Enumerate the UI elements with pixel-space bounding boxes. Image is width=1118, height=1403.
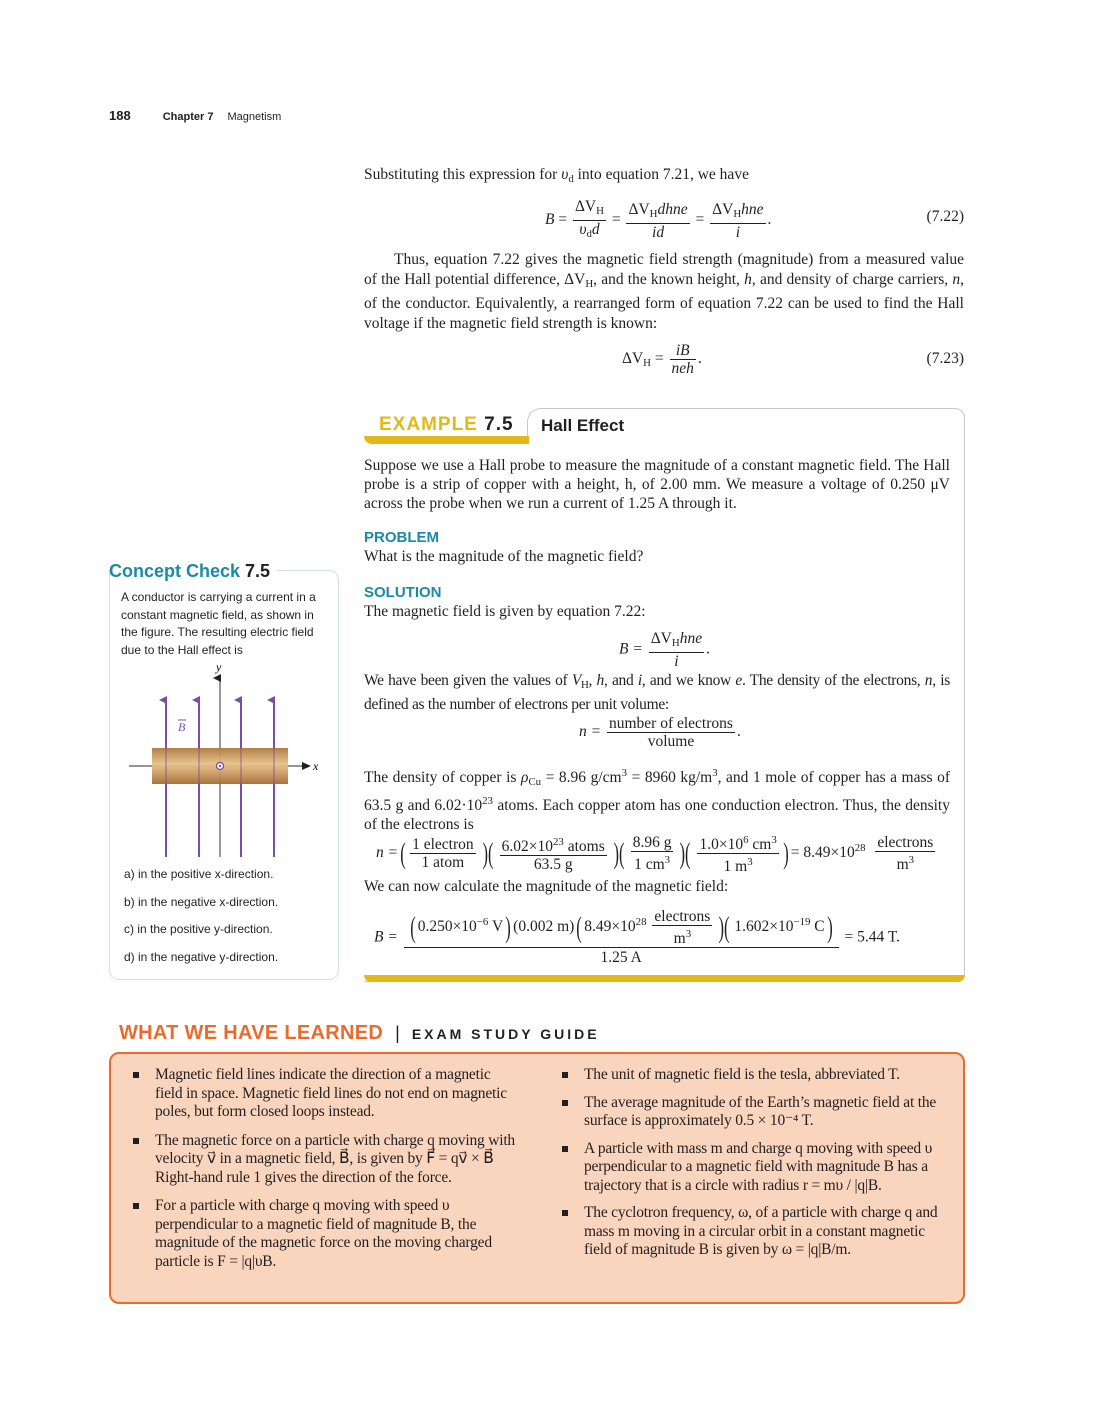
concept-check-title: Concept Check 7.5 (109, 561, 271, 581)
text-run: 3 (621, 767, 627, 779)
equation-B: B = $\frac{\Delta V_Hhne}{i}$ . (619, 630, 710, 670)
summary-item: The magnetic force on a particle with charge q moving with velocity v⃗ in a magnetic field, B⃗, is given by F⃗ = qv⃗ × B⃗ Right-hand rule 1 gives the direction of the force. (155, 1132, 530, 1188)
text-run: H (580, 679, 589, 691)
concept-check-corner (277, 570, 339, 582)
problem-text: What is the magnitude of the magnetic field? (364, 548, 644, 565)
x-axis-label: x (313, 759, 319, 773)
example-intro: Suppose we use a Hall probe to measure the magnitude of a constant magnetic field. The Hall probe is a strip of copper with a height, h, of 2.00 mm. We measure a voltage of 0.250 μV across the probe when we run a current of 1.25 A through it. (364, 457, 950, 512)
learned-title: WHAT WE HAVE LEARNED (119, 1022, 384, 1044)
summary-item: Magnetic field lines indicate the direction of a magnetic field in space. Magnetic field lines do not end on magnetic poles, but form closed loops instead. (155, 1066, 515, 1122)
text-run: , and 1 mole of copper has a mass of 63.5 g and 6.02·10 (364, 769, 951, 814)
text-run: , of the conductor. Equivalently, a rearranged form of equation 7.22 can be used to find the Hall voltage if the magnetic field strength is known: (364, 271, 964, 332)
equation-number-7-23: (7.23) (926, 350, 964, 367)
concept-option-d[interactable]: d) in the negative y-direction. (124, 950, 279, 964)
text-run: = 8.96 g/cm (541, 769, 622, 786)
equation-number-7-22: (7.22) (926, 208, 964, 225)
text-run: h (596, 672, 604, 689)
summary-item: The unit of magnetic field is the tesla, abbreviated T. (584, 1066, 956, 1085)
learned-separator: | (395, 1023, 400, 1043)
hall-effect-figure (109, 660, 338, 865)
y-axis-label: y (216, 660, 222, 674)
running-header (109, 108, 281, 123)
text-run: H (585, 278, 594, 290)
text-run: V (571, 672, 581, 689)
text-run: , is defined as the number of electrons per unit volume: (364, 672, 950, 713)
summary-item: The average magnitude of the Earth’s magnetic field at the surface is approximately 0.5 × 10⁻⁴ T. (584, 1094, 949, 1131)
copper-density-text (364, 764, 950, 834)
chapter-label: Chapter 7 (162, 111, 214, 123)
summary-left-column (155, 1066, 530, 1271)
chapter-title: Magnetism (227, 111, 282, 123)
concept-option-c[interactable]: c) in the positive y-direction. (124, 922, 273, 936)
text-run: , and density of charge carriers, (751, 271, 953, 288)
equation-n: n = $\frac{\text{number of electrons}}{\text{volume}}$ . (579, 715, 741, 750)
x-axis-arrow-icon (302, 762, 311, 770)
calculate-text: We can now calculate the magnitude of the magnetic field: (364, 878, 729, 895)
text-run: υ (561, 166, 569, 183)
summary-item: For a particle with charge q moving with speed υ perpendicular to a magnetic field of magnitude B, the magnitude of the magnetic force on the moving charged particle is F = |q|υB. (155, 1197, 520, 1271)
text-run: = 8960 kg/m (627, 769, 713, 786)
summary-item: A particle with mass m and charge q moving with speed υ perpendicular to a magnetic field with magnitude B has a trajectory that is a circle with radius r = mυ / |q|B. (584, 1140, 956, 1196)
summary-right-column (584, 1066, 956, 1260)
solution-text: The magnetic field is given by equation 7.22: (364, 603, 646, 620)
problem-heading: PROBLEM (364, 529, 439, 546)
example-label: EXAMPLE 7.5 (379, 414, 514, 435)
concept-option-b[interactable]: b) in the negative x-direction. (124, 895, 279, 909)
example-bottom-bar (364, 975, 965, 982)
text-run: atoms. Each copper atom has one conduction electron. Thus, the density of the electrons is (364, 797, 950, 833)
text-run: We have been given the values of (364, 672, 572, 689)
text-run: into equation 7.21, we have (573, 166, 749, 183)
text-run: h (744, 271, 752, 288)
text-run: n (924, 672, 933, 689)
text-run: , and we know (641, 672, 736, 689)
example-label-bar (364, 436, 529, 444)
text-run: Substituting this expression for (364, 166, 562, 183)
b-field-label: B (178, 720, 186, 734)
concept-option-a[interactable]: a) in the positive x-direction. (124, 867, 274, 881)
equation-7-23: $\Delta V_H$ = $\frac{iB}{\text{neh}}$ . (622, 342, 702, 377)
equation-7-22: B = $\frac{\Delta V_H}{\upsilon_dd}$ = $\frac{\Delta V_Hdhne}{id}$ = $\frac{\Delta V_Hhne}{i}$ . (545, 198, 772, 241)
text-run: , (588, 672, 597, 689)
page-number: 188 (109, 108, 131, 123)
text-run: ρ (520, 769, 529, 786)
given-values-text (364, 671, 950, 714)
text-run: d (568, 173, 574, 185)
example-title: Hall Effect (541, 416, 625, 435)
text-run: , and (603, 672, 638, 689)
text-run: . The density of the electrons, (741, 672, 925, 689)
text-run: Thus, equation 7.22 gives the magnetic field strength (magnitude) from a measured value of the Hall potential difference, ΔV (364, 251, 964, 288)
text-run: 23 (482, 795, 493, 807)
concept-check-question: A conductor is carrying a current in a constant magnetic field, as shown in the figure. The resulting electric field due to the Hall effect is (121, 590, 316, 657)
paragraph-hall-voltage (364, 250, 964, 334)
text-run: e (735, 672, 742, 689)
equation-magnetic-field-result: B = ( $0.250\times 10^{-6}$ V) (0.002 m)( $8.49\times 10^{28}$ $\frac{\text{electrons}}{m^3}$ )( $1.602\times 10^{-19}$ C) 1.25 A = 5.44 T. (374, 908, 901, 966)
text-run: 3 (712, 767, 718, 779)
text-run: Cu (528, 776, 542, 788)
text-run: n (952, 271, 961, 288)
learned-header (119, 1022, 600, 1045)
solution-heading: SOLUTION (364, 584, 442, 601)
text-run: , and the known height, (593, 271, 745, 288)
equation-electron-density: n =( $\frac{\text{1 electron}}{\text{1 atom}}$ )( $\frac{6.02\times 10^{23} atoms}{63.5 g}$ )( $\frac{8.96 g}{1 cm^3}$ )( $\frac{1.0\times 10^6 cm^3}{1 m^3}$ ) = $8.49\times 10^{28}$ $\frac{\text{electrons}}{m^3}$ (376, 834, 934, 875)
text-run: The density of copper is (364, 769, 521, 786)
intro-text (364, 165, 964, 189)
text-run: i (637, 672, 642, 689)
current-dot-icon (219, 765, 221, 767)
summary-item: The cyclotron frequency, ω, of a particle with charge q and mass m moving in a circular orbit in a constant magnetic field of magnitude B is given by ω = |q|B/m. (584, 1204, 949, 1260)
learned-subtitle: EXAM STUDY GUIDE (411, 1025, 600, 1042)
